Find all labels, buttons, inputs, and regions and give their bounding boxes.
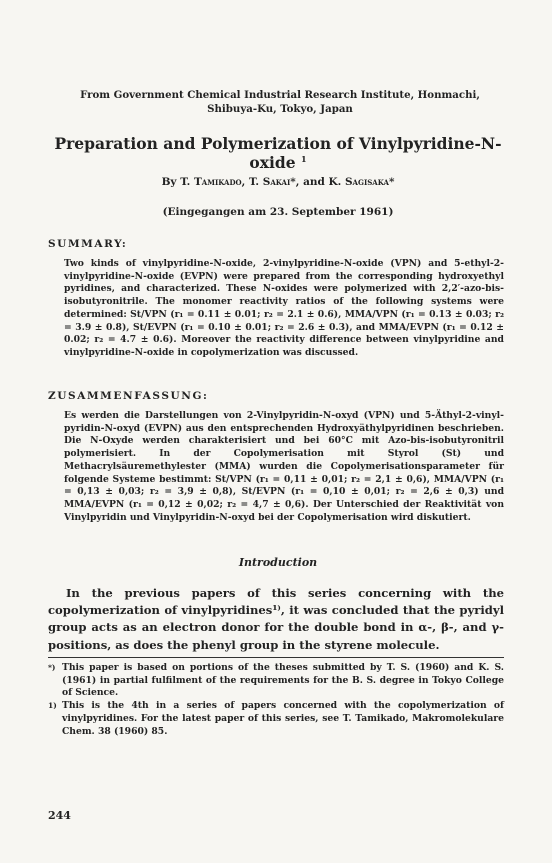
author-separator-2: *, and K.: [290, 176, 342, 188]
footnote-divider: [48, 657, 504, 658]
author-suffix: *: [388, 176, 395, 188]
footnote-mark: *): [48, 663, 56, 672]
affiliation-line-1: From Government Chemical Industrial Research Institute, Honmachi,: [80, 89, 480, 101]
author-3: Sagisaka: [344, 176, 389, 188]
introduction-paragraph: In the previous papers of this series concerning with the copolymerization of vinylpyridines¹⁾, it was concluded that the pyridyl group acts as an electron donor for the double bond in α-, β-, and γ-positions, as does the phenyl group in the styrene molecule.: [48, 586, 504, 652]
page-number: 244: [48, 809, 71, 822]
footnote: [48, 700, 504, 738]
author-line: [40, 176, 516, 188]
footnote-mark: 1): [48, 701, 57, 711]
paper-title-text: Preparation and Polymerization of Vinylpyridine-N-oxide: [54, 134, 502, 172]
received-date: (Eingegangen am 23. September 1961): [162, 206, 394, 218]
footnotes: [48, 662, 504, 738]
author-1: Tamikado: [193, 176, 242, 188]
summary-text: Two kinds of vinylpyridine-N-oxide, 2-vinylpyridine-N-oxide (VPN) and 5-ethyl-2-vinylpyridine-N-oxide (EVPN) were prepared from the corresponding hydroxyethyl pyridines, and characterized. These N-oxides were polymerized with 2,2′-azo-bis-isobutyronitrile. The monomer reactivity ratios of the following systems were determined: St/VPN (r₁ = 0.11 ± 0.01; r₂ = 2.1 ± 0.6), MMA/VPN (r₁ = 0.13 ± 0.03; r₂ = 3.9 ± 0.8), St/EVPN (r₁ = 0.10 ± 0.01; r₂ = 2.6 ± 0.3), and MMA/EVPN (r₁ = 0.12 ± 0.02; r₂ = 4.7 ± 0.6). Moreover the reactivity difference between vinylpyridine and vinylpyridine-N-oxide in copolymerization was discussed.: [64, 258, 504, 358]
introduction-body: [48, 585, 504, 654]
introduction-heading: Introduction: [238, 556, 318, 569]
author-separator-1: , T.: [241, 176, 260, 188]
zusammenfassung-text: Es werden die Darstellungen von 2-Vinylpyridin-N-oxyd (VPN) und 5-Äthyl-2-vinyl-pyridin-N-oxyd (EVPN) aus den entsprechenden Hydroxyäthylpyridinen beschrieben. Die N-Oxyde werden charakterisiert und bei 60°C mit Azo-bis-isobutyronitril polymerisiert. In der Copolymerisation mit Styrol (St) und Methacrylsäuremethylester (MMA) wurden die Copolymerisationsparameter für folgende Systeme bestimmt: St/VPN (r₁ = 0,11 ± 0,01; r₂ = 2,1 ± 0,6), MMA/VPN (r₁ = 0,13 ± 0,03; r₂ = 3,9 ± 0,8), St/EVPN (r₁ = 0,10 ± 0,01; r₂ = 2,6 ± 0,3) und MMA/EVPN (r₁ = 0,12 ± 0,02; r₂ = 4,7 ± 0,6). Der Unterschied der Reaktivität von Vinylpyridin und Vinylpyridin-N-oxyd bei der Copolymerisation wird diskutiert.: [64, 410, 504, 523]
affiliation: [60, 88, 500, 116]
paper-title: [40, 134, 516, 172]
footnote-text: This is the 4th in a series of papers concerned with the copolymerization of vinylpyridines. For the latest paper of this series, see T. Tamikado, Makromolekulare Chem. 38 (1960) 85.: [62, 700, 504, 737]
author-prefix: By T.: [161, 176, 191, 188]
title-footnote-marker: 1: [301, 153, 307, 164]
footnote: [48, 662, 504, 700]
footnote-text: This paper is based on portions of the theses submitted by T. S. (1960) and K. S. (1961) in partial fulfilment of the requirements for the B. S. degree in Tokyo College of Science.: [62, 662, 504, 699]
author-2: Sakai: [262, 176, 291, 188]
summary-heading: SUMMARY:: [48, 238, 128, 250]
affiliation-line-2: Shibuya-Ku, Tokyo, Japan: [207, 103, 353, 115]
zusammenfassung-heading: ZUSAMMENFASSUNG:: [48, 390, 209, 402]
